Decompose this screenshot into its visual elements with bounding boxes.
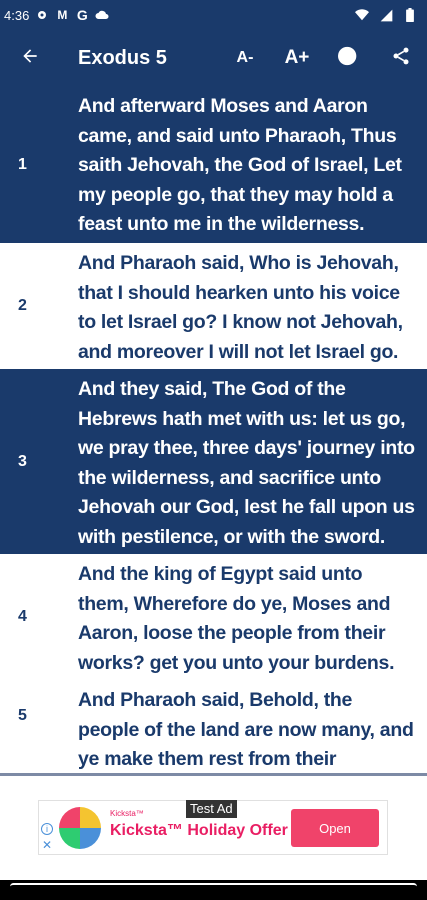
verse-number: 1	[18, 155, 27, 173]
verse-text: And they said, The God of the Hebrews hath met with us: let us go, we pray thee, three days' journey into the wilderness, and sacrifice unto Jehovah our God, lest he fall upon us with pestilence, or with the sword.	[78, 378, 415, 548]
back-button[interactable]	[0, 30, 60, 86]
verse-row-3[interactable]	[0, 369, 427, 554]
ad-banner[interactable]	[38, 800, 388, 855]
verse-number: 2	[18, 297, 27, 314]
signal-icon	[379, 8, 393, 22]
verse-list[interactable]	[0, 86, 427, 776]
verse-number: 5	[18, 707, 27, 724]
wifi-icon	[355, 8, 369, 22]
ad-info-icon[interactable]: i	[41, 823, 53, 835]
verse-row-4[interactable]	[0, 554, 427, 680]
ad-close-icon[interactable]: ✕	[42, 838, 53, 852]
share-icon	[391, 46, 411, 71]
verse-number: 3	[18, 452, 27, 470]
notification-m-icon: M	[57, 8, 68, 22]
night-mode-button[interactable]	[323, 30, 375, 86]
verse-text: And Pharaoh said, Behold, the people of the land are now many, and ye make them rest from their	[78, 689, 414, 770]
page-title: Exodus 5	[78, 46, 167, 69]
google-icon: G	[76, 7, 88, 23]
battery-icon	[403, 8, 417, 22]
status-time: 4:36	[4, 7, 30, 23]
verse-row-2[interactable]	[0, 243, 427, 369]
gear-icon	[35, 8, 49, 22]
ad-open-button[interactable]: Open	[291, 809, 379, 847]
status-bar	[0, 0, 427, 30]
gesture-handle[interactable]	[10, 883, 417, 890]
kicksta-logo-icon	[57, 805, 103, 851]
back-arrow-icon	[20, 46, 40, 71]
decrease-font-button[interactable]: A-	[236, 49, 254, 66]
verse-row-5[interactable]	[0, 680, 427, 776]
ad-headline: Kicksta™ Holiday Offer	[110, 822, 288, 839]
night-mode-icon	[338, 45, 360, 72]
increase-font-button[interactable]: A+	[284, 47, 310, 68]
ad-banner-area	[0, 776, 427, 880]
ad-brand: Kicksta™	[110, 809, 144, 818]
verse-text: And the king of Egypt said unto them, Wherefore do ye, Moses and Aaron, loose the people from their works? get you unto your burdens.	[78, 563, 395, 674]
share-button[interactable]	[375, 30, 427, 86]
verse-row-1[interactable]	[0, 86, 427, 243]
system-nav-bar	[0, 880, 427, 900]
ad-badge: Test Ad	[186, 800, 237, 818]
verse-number: 4	[18, 608, 27, 625]
verse-text: And afterward Moses and Aaron came, and said unto Pharaoh, Thus saith Jehovah, the God of Israel, Let my people go, that they may hold a feast unto me in the wilderness.	[78, 95, 402, 235]
cloud-icon	[95, 8, 109, 22]
verse-text: And Pharaoh said, Who is Jehovah, that I should hearken unto his voice to let Israel go? I know not Jehovah, and moreover I will not let Israel go.	[78, 252, 403, 363]
app-bar	[0, 30, 427, 86]
